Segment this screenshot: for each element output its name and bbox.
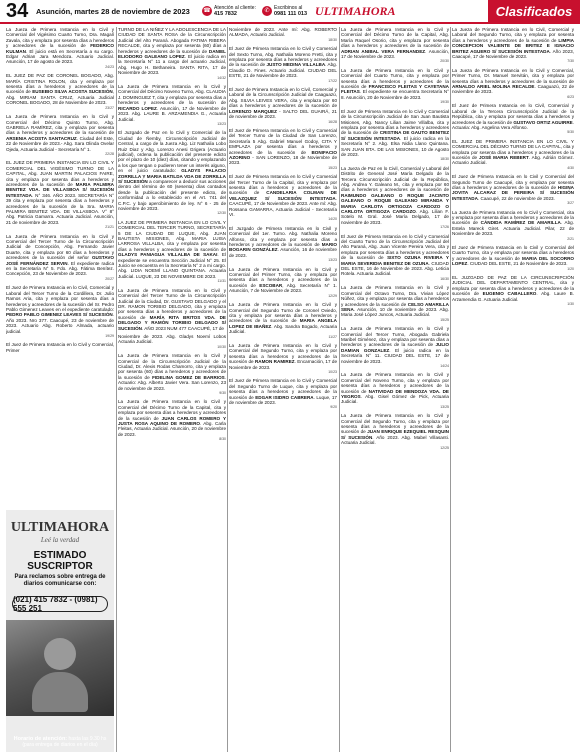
notice-reference: 14/32 <box>217 75 226 80</box>
legal-notice <box>229 378 337 410</box>
notice-text-tail: . El juicio está en Secretaría a su cargo. Edgar Adrian Jara Mendoza. Actuario Judicial. Asunción, 17 de agosto de 2023. <box>6 48 114 65</box>
notice-deceased-name: EUSEBIO SILVA ACOSTA SUCESIÓN <box>32 89 113 95</box>
notice-text: La Jueza de Primera Instancia en lo Civil y Comercial, Primer Turno, Dr. Manuel Servitán, cita y emplaza por sesenta días a herederos y acreedores de la sucesión de <box>452 67 574 84</box>
notice-text: La Jueza de Primera Instancia en lo Civil, Comercial y Laboral del Segundo Turno, cita y emplaza por sesenta días a herederos y acreedores de la sucesión de <box>452 27 574 43</box>
legal-notice <box>118 399 226 442</box>
column-3 <box>229 27 337 756</box>
notice-text: El Juez de Primera Instancia en lo Civil y Comercial del Cuarto Turno de la Circunscripción Judicial del Alto Paraná, Abg. Juan Vicente Pereira Vera, cita y emplaza por sesenta días a herederos y acreedores de la sucesión de <box>341 233 449 261</box>
notice-text: La Jueza de Primera Instancia en lo Civil y Comercial del Primer Turno, cita y emplaza por sesenta días a herederos y acreedores de la sucesión de <box>229 266 337 288</box>
notice-text: La Jueza de Primera Instancia en lo Civil y Comercial del Segundo Turno, cita y emplaza por sesenta días a herederos y acreedores de la sucesión de <box>229 342 337 365</box>
notice-deceased-name: CANDELARIA COLMAN DE VELAZQUEZ S/ SUCESIÓN INTESTADA <box>229 190 337 201</box>
column-1 <box>6 27 114 507</box>
notice-deceased-name: MARIA ANGELA LOPEZ DE IBAÑEZ <box>229 318 337 329</box>
notice-deceased-name: LORENZO MARQUEZ <box>229 108 277 114</box>
notice-deceased-name: MARÍA RITA BRITOS VDA. DE DELGADO Y RAMÓN TORIBIO DELGADO S/ SUCESIÓN <box>118 314 226 331</box>
notice-text: TURNO DE LA NIÑEZ Y LA ADOLESCENCIA DE LA CIUDAD DE SANTA ROSA de la Circunscripción Judicial del Alto Paraná. Abogada FATIMA RIBERA RECALDE, cita y emplaza por sesenta (60) días a herederos y acreedores de la sucesión de <box>118 27 226 54</box>
notice-deceased-name: EDGAR ISIDRO CABRERA <box>255 394 314 400</box>
legal-notice <box>229 343 337 375</box>
notice-text-tail: . El expediente se encuentra Sección Judicial N° 25. El Juicio se encuentra en la Secretaría N° 2 a mi cargo. Abg. LIDIA NOEMÍ LLANO QUINTANA. Actuaria Judicial. LUQUE, 23 DE NOVIEMBRE DE 2023. <box>118 252 226 279</box>
notice-text-tail: . N° 346. AÑO 2023. SECRETARÍA N° 39 cita y emplaza por sesenta días a herederos y acreedores de la sucesión de la Sra. MARIA PALMIRA BENITEZ VDA. DE VILLASBOA. V° 8° Abg. Patricia Gamarra. Actuaria Judicial. Asunción, 21 de noviembre de 2023. <box>6 192 114 225</box>
whatsapp-icon: ✆ <box>262 6 272 16</box>
notice-deceased-name: JUSTO MEDINA VILLALBA <box>266 62 326 68</box>
notice-text-tail: a comparecer a deducir sus acciones dentro del término de 60 (sesenta) días contados desde la publicación del presente edicto, de conformidad a lo establecido en el Art. 741 del C.P.C. y bajo apercibimiento de ley. N° 6 - 25 de noviembre de 2023. <box>118 178 226 211</box>
column-divider <box>339 27 340 752</box>
notice-deceased-name: ESCOBAR <box>259 282 283 288</box>
legal-notice <box>341 326 449 369</box>
notice-reference: 18/30 <box>328 37 337 42</box>
person-head-shape <box>44 638 76 670</box>
contact-phone-label: Atención al cliente: <box>214 5 256 11</box>
notice-text-tail: . Abg. Sandra Bogado, Actuaria Judicial. <box>229 323 337 335</box>
ad-brand-logo: ULTIMAHORA <box>10 520 110 535</box>
notice-text: La Jueza de Primera Instancia en lo Civil y Comercial de la Circunscripción Judicial de la Ciudad, Dr. Alexis Rodas Chamorro, cita y emplaza por sesenta (60) días a herederos y acreedores de la sucesión de <box>118 353 226 380</box>
notice-text-tail: . Encarnación, 17 de Noviembre de 2023. <box>229 359 337 370</box>
notice-text: La Jueza de Primera Instancia en lo Civil y Comercial, cita y emplaza por sesenta días a herederos y acreedores de la sucesión de <box>452 209 574 226</box>
legal-notice <box>452 27 574 65</box>
notice-deceased-name: GLADYS PANIAGUA VILLALBA DE SAKAI <box>118 252 218 258</box>
notice-deceased-name: NATIVIDAD DE MENDOZA VDA. DE YEGROS <box>341 388 449 399</box>
notice-deceased-name: JUAN CARLOS ROMERO Y JUSTA ROSA AQUINO DE ROMERO <box>118 415 226 427</box>
notice-text: El Juez de Primera Instancia en lo Civil, Comercial y Laboral de la Circunscripción Judicial de Caaguazú, Abg. SILVIA LEIVES VERA, cita y emplaza por 60 días a herederos y acreedores de la sucesión de <box>229 87 337 109</box>
notice-text: La Jueza de Primera Instancia en lo Civil y Comercial del Décimo Quinto Turno, Abg. GABRIELA RAMÍREZ, cita y emplaza por sesenta días a herederos y acreedores de la sucesión de <box>6 114 114 136</box>
legal-notice <box>341 372 449 410</box>
legal-notice <box>118 220 226 285</box>
notice-reference: 10/30 <box>217 344 226 349</box>
notice-reference: 11/31 <box>217 279 226 284</box>
notice-text-tail: . Abg. Estela Mareck Giret. Actuaria Judicial. Pilar, 22 de Noviembre de 2023. <box>452 220 574 237</box>
notice-text-tail: . El juicio radica en la Secretaría N° 11. CIUDAD DEL ESTE, 17 de noviembre de 2023. <box>341 347 449 364</box>
notice-deceased-name: MARIO BOGARIN GONZÁLEZ <box>229 242 337 253</box>
notice-text-tail: . Año 2023. Abg. Mabel Villasanti. Actuaria Judicial. <box>341 434 449 446</box>
notice-text: La Jueza de Primera Instancia en lo Civil y Comercial del Vigésimo Cuarto Turno, Dra. Magalí Zavala, cita y emplaza por sesenta días a herederos y acreedores de la sucesión de <box>6 27 114 49</box>
legal-notice <box>452 275 574 307</box>
notice-reference: 13/25 <box>440 404 449 409</box>
notice-reference: 4/30 <box>567 165 574 170</box>
notice-reference: 17/22 <box>328 78 337 83</box>
notice-text-tail: . Abg. Carla Fleitas, Actuaria Judicial. Asunción, 20 de noviembre de 2023. <box>118 421 226 437</box>
notice-text-tail: . Caacupé, 22 de noviembre de 2023. <box>477 195 555 201</box>
notice-deceased-name: CÁNDIDA RAMÍREZ DE AMARILLA <box>480 220 561 226</box>
ad-photo-person <box>6 620 114 716</box>
legal-notice <box>452 174 574 206</box>
legal-notice <box>341 166 449 231</box>
notice-text-tail: . El juicio radica en la Secretaría N° 11 a cargo del actuario Judicial, Abg. Hugo H. Bethaneira. SANTA RITA, 17 de Noviembre de 2023. <box>118 54 226 76</box>
notice-deceased-name: JOSÉ MARIA REBERT <box>479 154 529 160</box>
notice-deceased-name: ARSENIA ACOSTA SANTACRUZ <box>6 135 77 141</box>
contact-whatsapp-number: 0981 111 013 <box>273 11 308 17</box>
notice-text: La Jueza de Primera Instancia en lo Civil y Comercial del Noveno Turno, cita y emplaza por sesenta días a herederos y acreedores de la sucesión de <box>341 372 449 394</box>
notice-text-tail: . CIUDAD DEL ESTE, 21 de Noviembre de 2023. <box>467 261 568 267</box>
notice-reference: 7/30 <box>567 59 574 64</box>
notice-text: La Jueza de Primera Instancia en lo Civil y Comercial del Décimo Turno de la Capital, cita y emplaza por sesenta días a herederos y acreedores de la sucesión de <box>118 399 226 421</box>
notice-deceased-name: RICARDO LOPEZ <box>118 105 157 111</box>
notice-text: EL JUEZ DE PRIMERA INSTANCIA EN LO CIVIL Y COMERCIAL DEL VIGÉSIMO TURNO DE LA CAPITAL, Abg. JUAN MARTIN PALACIOS FAIRE, cita y emplaza por sesenta días a herederos y acreedores de la sucesión de <box>6 160 114 187</box>
notice-text: El Juez de Primera Instancia en lo Civil y Comercial de la Circunscripción Judicial de San Juan Bautista Misiones, Abg. Nancy Lilian Jaime Villalba, cita y emplaza por sesenta días a herederos y acreedores de la sucesión de <box>341 108 449 136</box>
notice-text-tail: . Abg. Claudio D. Fines. Actuario Judicial. CIUDAD DEL ESTE, 21 de Noviembre de 2023. <box>229 62 337 79</box>
notice-text: El Juez de Primera Instancia en lo Civil y Comercial del Segundo Turno de Caacupé, cita y emplaza por sesenta días a herederos y acreedores de la sucesión de <box>452 174 574 190</box>
notice-reference: 23/27 <box>105 105 114 110</box>
notice-text: La Jueza de Primera Instancia en lo Civil y Comercial del Tercer Turno de la Circunscripción Judicial de la Ciudad, Dr. GUSTAVO DELGADO y el DR. RAMON TORIBIO DELGADO, cita y emplaza por sesenta días a herederos y acreedores de la sucesión de <box>118 287 226 320</box>
notice-text: El Juez de Primera Instancia en lo Civil y Comercial del Tercer Turno de la Capital, cita y emplaza por sesenta días a herederos y acreedores de la sucesión de <box>229 174 337 196</box>
notice-text-tail: . Asunción, 17 de Noviembre de 2023. Abg. LAURE B. ARZAMENDIA G., Actuaria Judicial. <box>118 105 226 122</box>
notice-text: La Jueza de Primera Instancia en lo Civil y Comercial del Tercer Turno, Abogada Gabriela Maribel Giménez, cita y emplaza por sesenta días a herederos y acreedores de la sucesión de <box>341 326 449 348</box>
notice-deceased-name: GLADYS PALACIO ZORRILLA Y MARIA BATILDA VDA DE ZORRILLA S/ SUCESIÓN <box>118 168 226 184</box>
legal-notice <box>118 130 226 217</box>
legal-notice <box>6 27 114 70</box>
notice-reference: 20/27 <box>105 276 114 281</box>
column-divider <box>450 27 451 752</box>
legal-notice <box>452 103 574 135</box>
notice-text: Noviembre de 2023. Ante mí: Abg. ROBERTO ALMADA, Actuario Judicial. <box>229 27 337 38</box>
contact-write-label: Escribinos al <box>273 5 303 11</box>
notice-text-tail: . CIUDAD DEL ESTE, 16 de Noviembre de 2023. Abg. Leticia Rotela. Actuaria Judicial. <box>341 260 449 277</box>
column-4 <box>341 27 449 756</box>
legal-notice <box>118 334 226 350</box>
notice-deceased-name: MARIA DEL SOCORRO LOPEZ <box>452 255 574 267</box>
notice-text: EL JUZGADO DE PAZ DE LA CIRCUNSCRIPCIÓN JUDICIAL DEL DEPARTAMENTO CENTRAL, cita y emplaza por sesenta días a herederos y acreedores de la sucesión de <box>452 275 574 297</box>
ad-title: ESTIMADO SUSCRIPTOR <box>27 550 93 572</box>
notice-reference: 11/27 <box>328 334 337 339</box>
legal-notice <box>6 160 114 230</box>
legal-notice <box>452 210 574 242</box>
notice-text: El Juzgado de Primera Instancia en lo Civil y Comercial del 1er. Turno. Abg. Nathalia Moreno Alfonso, cita y emplaza por sesenta días a herederos y acreedores de la sucesión de <box>229 225 337 248</box>
notice-reference: 3/27 <box>567 201 574 206</box>
legal-notice <box>341 27 449 65</box>
legal-notice <box>118 27 226 81</box>
header-rule <box>0 22 580 24</box>
notice-text-tail: . Actuario: Abg. Alberto Javier Vera. San Lorenzo, 23 de noviembre de 2023. <box>118 374 226 391</box>
column-divider <box>116 27 117 752</box>
notice-reference: 10/23 <box>328 369 337 374</box>
legal-notice <box>229 87 337 125</box>
notice-text-tail: . Caaguazú, 22 de noviembre de 2023. <box>452 84 574 95</box>
notice-text-tail: , Abg. MIRIAM SANTA CRUZ, Actuaria Judicial CORONEL BOGADO, 28 de Noviembre de 2023. <box>6 89 114 106</box>
notice-deceased-name: ARNALDO ARIEL MOLINA RECALDE <box>452 84 535 90</box>
notice-reference: 14/20 <box>328 217 337 222</box>
notice-text: La Jueza de Primera Instancia en lo Civil y Comercial del Segundo Turno, cita y emplaza por sesenta días a herederos y acreedores de la sucesión de <box>341 413 449 435</box>
notice-deceased-name: RAMON RAMIREZ <box>254 359 295 365</box>
notice-deceased-name: GUSTAVO ORTIZ AGUIRRE <box>513 119 573 125</box>
notice-text: El Juez de Primera Instancia en lo Civil y Comercial del Tercer Turno de la Ciudad de San Lorenzo, Secretaría 5 Abg. Gabriel Manuel Godoy, CITA Y EMPLAZA por sesenta días a herederos y acreedores de la sucesión de <box>229 127 337 155</box>
notice-text-tail: . Ciudad del Este, 22 de Noviembre de 2023.- Abg. Sara Olinda Ovelar Ojeda, Actuaria Judicial - Secretaría N° 1. <box>6 135 114 152</box>
notice-text-tail: . Asunción, 10 de noviembre de 2023. Abg. Maria José López Juncos, Actuaria Judicial. <box>341 306 449 318</box>
notice-text-tail: . Luque, 17 de noviembre de 2023. <box>229 394 337 405</box>
notice-text: El Juez de Primera Instancia en lo Civil, Comercial y Laboral de la Tercera Circunscripción Judicial de la República, cita y emplaza por sesenta días a herederos y acreedores de la sucesión de <box>452 103 574 125</box>
notice-text-tail: . Año 2023, Caacupé, 17 de Noviembre de 2023. <box>452 48 574 60</box>
notice-text-tail: . Abg. Gisel Gómez de Pick, Actuaria Judicial. <box>341 394 449 405</box>
legal-notice <box>229 27 337 43</box>
notice-deceased-name: BONIFACIO AZORINO <box>229 149 337 160</box>
notice-text: La Jueza de Primera Instancia en lo Civil y Comercial del Tercer Turno de la Circunscripción Judicial de Concepción, Abg. Fernando Javier Duarte, cita y emplaza por 60 días a herederos y acreedores de la sucesión del señor <box>6 233 114 261</box>
legal-notice <box>6 114 114 157</box>
brand-logo: ULTIMAHORA <box>315 3 396 18</box>
column-5 <box>452 27 574 756</box>
notice-text-tail: . Abg. Lilian F. Sotelo M. Gral. José María Delgado, 17 de noviembre de 2023. <box>341 209 449 225</box>
contact-whatsapp <box>262 5 307 17</box>
ad-subtitle: Para reclamos sobre entrega de diarios comunicarse con: <box>14 574 106 587</box>
notice-deceased-name: FRANCISCO FLEITAS Y CAYETANA FLEITAS <box>341 84 449 95</box>
legal-notice <box>229 128 337 171</box>
contact-phone <box>202 5 256 17</box>
legal-notice <box>452 139 574 171</box>
legal-notice <box>6 342 114 353</box>
legal-notice <box>341 234 449 283</box>
legal-notice <box>6 234 114 283</box>
notice-text: EL JUEZ DE PAZ DE CORONEL BOGADO, Abg. MARÍA CRISTINA ROLON, cita y emplaza por sesenta días a herederos y acreedores de la sucesión de <box>6 73 114 95</box>
notice-deceased-name: HIGINA JOVITA ALCARAZ DE PEREIRA S/ SUCESIÓN INTESTADA <box>452 184 574 201</box>
notice-reference: 12/30 <box>217 211 226 216</box>
notice-deceased-name: LIMPIA CONCEPCION VALIENTE DE BRITEZ E IGNACIO BRITEZ AGUERO S/ SUCESIÓN INTESTADA <box>452 37 574 54</box>
notice-text: El Juez de Primera Instancia en lo Civil y Comercial, Primer <box>6 342 114 353</box>
ad-hours-value: hasta las 9.30 hs <box>68 736 107 742</box>
notice-reference: 9/20 <box>330 405 337 410</box>
legal-notice <box>452 68 574 100</box>
notice-reference: 16/30 <box>440 276 449 281</box>
notice-deceased-name: ADRIAN ANIBAL VERA FERNANDEZ <box>341 48 426 54</box>
notice-text-tail: . El expediente radica en la Secretaría N° 5. Fdo. Abg. Fátima Benítez. Concepción, 23 de Noviembre de 2023. <box>6 260 114 277</box>
notice-reference: 21/21 <box>105 225 114 230</box>
notice-text: El Juez de Primera Instancia en lo Civil y Comercial del Segundo Turno de Luque, cita y emplaza por sesenta días a herederos y acreedores de la sucesión de <box>229 378 337 400</box>
legal-notice <box>229 302 337 340</box>
notice-text-tail: . Abg. Adrián Gómez. Actuario Judicial. <box>452 154 574 166</box>
legal-notice <box>6 285 114 339</box>
legal-notice <box>452 245 574 272</box>
notice-deceased-name: MARIA PALMIRA BENITEZ VDA. DE VILLASBOA S/ SUCESIÓN INTESTADA <box>6 181 114 198</box>
legal-notice <box>341 109 449 163</box>
notice-reference: 19/29 <box>105 333 114 338</box>
notice-reference: 15/25 <box>440 317 449 322</box>
legal-notice <box>118 353 226 396</box>
notice-text-tail: . Asunción, 16 de noviembre de 2023. <box>229 247 337 258</box>
legal-notice <box>229 174 337 223</box>
phone-icon: ☎ <box>203 8 211 14</box>
notice-text: La Jueza de Primera Instancia en lo Civil y Comercial del Décimo Noveno Turno, Abg. CLAUDIA J. DOMINGUEZ T, cita y emplaza por sesenta días a herederos y acreedores de la sucesión de <box>118 84 226 106</box>
notice-text-tail: - SALTO DEL GUAIRÁ, 21 de noviembre de 2023. <box>229 108 337 120</box>
legal-notice <box>341 68 449 106</box>
notice-text: El Juez de Primera Instancia en lo Civil y Comercial del Cuarto Turno, cita y emplaza por sesenta días a herederos y acreedores de la sucesión de <box>452 245 574 261</box>
notice-reference: 14/24 <box>440 363 449 368</box>
notice-reference: 22/28 <box>105 151 114 156</box>
notice-deceased-name: PEDRO PABLO GIMENEZ LEAVES S/ SUCESIÓN <box>6 312 113 318</box>
legal-notice <box>118 288 226 331</box>
notice-reference: 2/21 <box>567 236 574 241</box>
notice-text-tail: . El expediente se encuentra Secretaría N° 8. Asunción, 20 de Noviembre de 2023. <box>341 89 449 100</box>
ad-phone-numbers: (021) 415 7832 - (0981) 555 251 <box>12 596 108 612</box>
legal-notice <box>229 267 337 299</box>
legal-notice <box>229 226 337 264</box>
notice-reference: 5/30 <box>567 130 574 135</box>
notice-deceased-name: JUAN ENRIQUE EZEQUIEL RESQUIN S/ SUCESIÓN <box>341 429 449 440</box>
notice-text: El Juez de Primera Instancia en lo Civil, Comercial y Laboral del Tercer Turno de la Cordillera, Dr. Julio Ramos Aria, cita y emplaza por sesenta días a herederos y acreedores de la sucesión del Sr. Pedro Pablo Gimenez Leaves en el expediente caratulado: <box>6 285 114 312</box>
column-divider <box>227 27 228 752</box>
notice-deceased-name: CRISTINA DE GAUTO BENITEZ S/ SUCESIÓN INTESTADA <box>341 130 449 141</box>
notice-text-tail: . El juicio radica en la Secretaría N° 2. Abg. Elsa Nidia Llano Quintana. SAN JUAN BTA. DE LAS MISIONES, 10 de Agosto de 2023. <box>341 135 449 157</box>
notice-reference: 17/26 <box>440 225 449 230</box>
notice-reference: 15/23 <box>328 165 337 170</box>
legal-notice <box>341 285 449 323</box>
subscriber-ad <box>6 510 114 752</box>
notice-text-tail: . Actuaria: Abg. Angelina Vera Alfonso. <box>452 119 574 130</box>
ad-slogan: Leé la verdad <box>40 536 80 544</box>
notice-reference: 1/20 <box>567 266 574 271</box>
notice-text: La Jueza de Primera Instancia en lo Civil y Comercial del Cuarto Turno, cita y emplaza por sesenta días a herederos y acreedores de la sucesión de <box>341 67 449 90</box>
notice-reference: 19/30 <box>440 100 449 105</box>
ad-hours-note: (para entrega de diarios en el día) <box>22 742 98 748</box>
notice-deceased-name: FIDELINA GOMEZ DE BARRIOS <box>152 374 225 380</box>
notice-reference: 1/30 <box>567 302 574 307</box>
legal-notice <box>229 46 337 84</box>
notice-deceased-name: DANIEL ELIODORO GALEANO LOPEZ <box>118 48 226 60</box>
section-tag: Clasificados <box>488 0 580 22</box>
notice-text: La Jueza de Primera Instancia en lo Civil y Comercial del Segundo Turno de Coronel Oviedo, cita y emplaza por sesenta días a herederos y acreedores de la sucesión de <box>229 302 337 324</box>
notice-reference: 13/23 <box>217 121 226 126</box>
notice-text-tail: . CAACUPÉ, 17 de Noviembre de 2023. Ante mí: Abg. Rossana GAMARRA, Actuaria Judicial - Secretaría VI. <box>229 195 337 217</box>
notice-text-tail: . Abg. Laure B. Arzamendia G. Actuaria Judicial. <box>452 291 574 302</box>
ad-hours <box>6 736 114 748</box>
notice-text: El Juez de Primera Instancia en lo Civil y Comercial del Sexto Turno, Abg. Nathalia Moreno Fretti, cita y emplaza por sesenta días a herederos y acreedores de la sucesión de <box>229 46 337 68</box>
notice-deceased-name: GUSTAVO JOSÉ FERNÁNDEZ SERVIN <box>6 255 114 266</box>
ad-hours-label: Horario de atención: <box>13 736 68 742</box>
notice-reference: 18/30 <box>440 157 449 162</box>
notice-reference: 12/29 <box>328 293 337 298</box>
notice-text-tail: - SAN LORENZO, 18 de Noviembre de 2023. <box>229 154 337 166</box>
notice-text: Noviembre de 2023. Abg. Gladys Noemí Lobos Actuaria Judicial. <box>118 333 226 345</box>
page-number: 34 <box>6 0 29 22</box>
legal-notice <box>6 73 114 111</box>
legal-notice <box>118 84 226 127</box>
notice-reference: 16/28 <box>328 119 337 124</box>
notice-deceased-name: CELSO AMARILLA SENA <box>341 301 449 312</box>
notice-deceased-name: RAIMUNDO GALEANO O ROQUE JACINTO GALEANO O ROQUE GALEANO MIRANDA Y MARIA CARLOTA ORTIGOZA CARDOZO O CARLOTA ORTIGOZA CARDOZO <box>341 192 449 214</box>
notice-text: La Jueza de Primera Instancia en lo Civil y Comercial del Octavo Turno, Dra. Vivian López Núñez, cita y emplaza por sesenta días a herederos y acreedores de la sucesión de <box>341 285 449 307</box>
page-date: Asunción, martes 28 de noviembre de 2023 <box>36 6 190 16</box>
notice-deceased-name: JULIO DAMIAN GONZALEZ <box>341 342 449 353</box>
notice-reference: 12/25 <box>440 445 449 450</box>
notice-reference: 20/30 <box>440 59 449 64</box>
notice-reference: 24/23 <box>105 64 114 69</box>
notice-deceased-name: EUGENIO CABALLERO <box>482 291 537 297</box>
notice-text-tail: . Año 2023. Nro 377. Caacupé, 23 de noviembre de 2023. Actuario Abg. Roberto Almada, actuario judicial. <box>6 312 114 334</box>
notice-text-tail: . Asunción, 17 de Noviembre de 2023. <box>341 48 449 60</box>
notice-text: El Juzgado de Paz en lo Civil y Comercial de la Ciudad de Ñemby, Circunscripción Judicial de Central, a cargo de la Jueza Abg. Liz Nathalia Lobo Ruiz Diaz y Abg. Lorenzo Anesi Grigera (Actuario judicial), ordena la publicación del presente edicto por el plazo de 10 (diez) días, citando y emplazando a los que tengan o pudieren tener un interés alguno, en el juicio caratulado: <box>118 130 226 174</box>
notice-text: La Jueza de Paz en lo Civil, Comercial y Laboral del Distrito de General José María Delgado de la Tercera Circunscripción Judicial de la República, Abg. Andrea Y. Galeano M., cita y emplaza por 60 días a herederos y acreedores de la sucesión de <box>341 165 449 193</box>
person-body-shape <box>32 672 88 712</box>
notice-deceased-name: SIXTO OZUNA RIVEIRA Y MARIA SEVERIDIA BENITEZ DE OZUNA <box>341 255 449 266</box>
notice-deceased-name: FEDERICO KULMAN <box>6 43 114 54</box>
notice-reference: 13/23 <box>328 258 337 263</box>
notice-reference: 8/30 <box>219 437 226 442</box>
notice-text: LA JUEZ DE PRIMERA INSTANCIA EN LO CIVIL Y COMERCIAL DEL TERCER TURNO, SECRETARÍA 5 DE LA CIUDAD DE LUQUE, Abg. JUAN BAUTISTA MISIONES, Abg. MARIA LUISA LARROSA VILLALBA, cita y emplaza por sesenta días a herederos y acreedores de la sucesión de <box>118 219 226 252</box>
notice-reference: 9/30 <box>219 391 226 395</box>
notice-text-tail: , Abg. Secretaría N° 1. Asunción, 7 de Noviembre de 2023. <box>229 282 337 294</box>
notice-reference: 6/23 <box>567 94 574 99</box>
notice-text: EL JUEZ DE PRIMERA INSTANCIA EN LO CIVIL Y COMERCIAL DEL DÉCIMO TURNO DE LA CAPITAL, cita y emplaza por sesenta días a herederos y acreedores de la sucesión de <box>452 138 574 160</box>
notice-text: La Jueza de Primera Instancia en lo Civil y Comercial del Décimo Turno de la Capital, Abg. María Raquel Osorio, cita y emplaza por sesenta días a herederos y acreedores de la sucesión de <box>341 27 449 49</box>
column-2 <box>118 27 226 756</box>
contact-phone-number: 415 7832 <box>214 11 237 17</box>
notice-text-tail: . AÑO 2023 NUM 477 CAACUPÉ, 17 de <box>142 325 224 331</box>
legal-notice <box>341 413 449 451</box>
